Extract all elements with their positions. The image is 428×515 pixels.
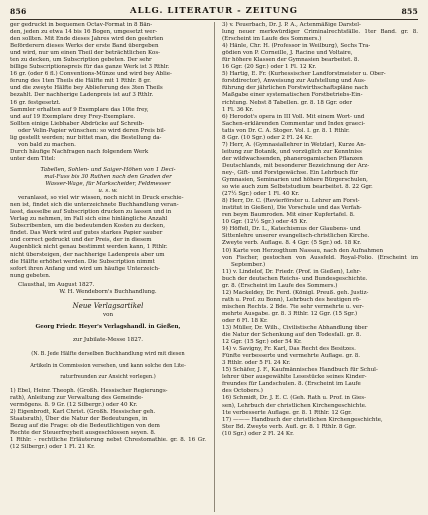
- text-line: für höhere Klassen der Gymnasien bearbeitet. 8.: [222, 57, 360, 64]
- place-date: Clausthal, im August 1827.: [18, 281, 95, 288]
- text-line: lehrer über ausgewählte Lesestücke seines Kinder-: [222, 374, 367, 381]
- text-line: sofort ihren Anfang und wird um häufige Unterzeich-: [10, 265, 160, 272]
- text-line: 10) Karte von Herzogthum Nassau, nach den Aufnahmen: [222, 247, 384, 254]
- text-line: ren beym Baumroden. Mit einer Kupfertafel. 8.: [222, 212, 355, 219]
- text-line: 14) v. Savigny, Fr. Karl, Das Recht des Besitzes.: [222, 346, 356, 353]
- text-line: institut in Gießen), Die Vorschule und das Verfah-: [222, 205, 362, 212]
- page-header: [10, 4, 418, 18]
- text-line: 10 Ggr. (12½ Sgr.) oder 45 Kr.: [222, 219, 308, 226]
- text-line: und wird, nur um einen Theil der beträchtlichen Kos-: [10, 50, 161, 57]
- list-item: 7) Herr, A. (Gymnasiallehrer in Wetzlar), Kurze An-: [222, 141, 366, 148]
- text-line: Subscribenten, um die bedeutenden Kosten zu decken,: [10, 223, 165, 230]
- text-line: ferung des 1ten Theils die Hälfte mit 1 Rthlr. 8 gr.: [10, 78, 151, 85]
- text-line: Rechte der Steuerfreyheit ausgeschlossen seyen. 8.: [10, 430, 156, 437]
- text-line: und die zweyte Hälfte bey Ablieferung des 3ten Theils: [10, 85, 163, 92]
- journal-title: ALLG. LITERATUR - ZEITUNG: [129, 6, 299, 16]
- text-line: veranlasst, so viel wir wissen, noch nicht in Druck erschie-: [18, 195, 184, 202]
- text-line: 9) Höffell, Dr. L., Katechismus der Glaubens- und: [222, 226, 361, 233]
- text-line: sen), Lehrbuch der christlichen Kirchengeschichte.: [222, 402, 367, 409]
- right-column: [222, 22, 418, 438]
- text-line: billige Subscriptionspreis für das ganze Werk ist 3 Rthlr.: [10, 64, 170, 71]
- text-line: Sachen-erklärenden Commentar und Index graeci-: [222, 120, 365, 127]
- text-line: führung der jährlichen Forstwirthschaftspläne nach: [222, 85, 369, 92]
- text-line: 3) v. Feuerbach, Dr. J. P. A., Actenmäßige Darstel-: [222, 22, 361, 28]
- text-line: 11) v. Lindelof, Dr. Friedr. (Prof. in Gießen), Lehr-: [222, 268, 362, 275]
- text-line: und auf 19 Exemplare drey Frey-Exemplare.: [10, 113, 136, 120]
- text-line: unter dem Titel:: [10, 155, 56, 162]
- book-title: u. s. w.: [98, 188, 118, 195]
- text-line: gödien von P. Corneille, J. Racine und Voltaire,: [222, 50, 353, 57]
- text-line: 1 Rthlr. - rechtliche Erläuterung nebst Chrestomathie. gr. 8. 16 Gr. (12 Silbergr.) oder 1 Fl. 21 Kr.: [10, 437, 206, 451]
- text-line: tatis von Dr. C. A. Stoger. Vol. I. gr. 8. 1 Rthlr.: [222, 127, 350, 134]
- text-line: 16 Ggr. (20 Sgr.) oder 1 Fl. 12 Kr.: [222, 64, 317, 71]
- signature: W. H. Wendeborn's Buchhandlung.: [59, 288, 157, 295]
- note-line: raturfreunden zur Ansicht vorlegen.): [60, 374, 156, 381]
- text-line: den sollten. Mit Ende dieses Jahres wird den geehrten: [10, 36, 164, 43]
- text-line: die Hälfte erhöhet werden. Die Subscription nimmt: [10, 258, 155, 265]
- text-line: Maßgabe einer systematischen Forstbetriebs-Ein-: [222, 92, 363, 99]
- note-line: Artikeln in Commission versehen, und kann solche den Lite-: [30, 362, 186, 369]
- text-line: Beförderern dieses Werks der erste Band übergeben: [10, 43, 159, 50]
- text-line: 12) Mackeldey, Dr. Ferd. (Königl. Preuß. geh. Justiz-: [222, 289, 369, 296]
- text-line: rath), Anleitung zur Verwaltung des Gemeinde-: [10, 394, 144, 401]
- header-rule: [10, 19, 418, 20]
- text-line: mehrte Ausgabe. gr. 8. 3 Rthlr. 12 Ggr. (15 Sgr.): [222, 310, 358, 317]
- list-item: 2) Eigenbrodt, Karl Christ. (Großh. Hessischer geh.: [10, 409, 156, 416]
- text-line: ney-, Gift- und Forstgewächse. Ein Lehrbuch für: [222, 169, 358, 176]
- book-title: Tabellen, Sohlen- und Saiger-Höhen von 1 Deci-: [40, 166, 176, 173]
- text-line: die Natur der Schenkung auf den Todesfall. gr. 8.: [222, 332, 362, 339]
- text-line: bezahlt. Der nachherige Ladenpreis ist auf 3 Rthlr.: [10, 92, 154, 99]
- text-line: Ster Bd. Zweyte verb. Aufl. gr. 8. 1 Rthlr. 8 Ggr.: [222, 423, 356, 430]
- text-line: ten zu decken, um Subscription gebeten. Der sehr: [10, 57, 152, 64]
- text-line: nung gebeten.: [10, 272, 51, 279]
- text-line: Gymnasien, Seminarien und höhere Bürgerschulen,: [222, 177, 368, 184]
- publisher-line: Georg Friedr. Heyer's Verlagshandl. in Gießen,: [35, 324, 181, 331]
- list-item: 6) Herodot's opera in III Voll. Mit einem Wort- und: [222, 113, 365, 120]
- text-line: oder Velin-Papier wünschen: so wird deren Preis bil-: [18, 127, 166, 134]
- text-line: Verlag zu nehmen, im Fall sich eine hinlängliche Anzahl: [10, 216, 168, 223]
- text-line: so wie auch zum Selbststudium bearbeitet. 8. 22 Ggr.: [222, 184, 373, 191]
- note-line: (N. B. Jede Hälfte derselben Buchhandlung wird mit diesen: [31, 351, 185, 358]
- text-line: nicht übersteigen, der nachherige Ladenpreis aber um: [10, 251, 165, 258]
- column-divider: [214, 22, 215, 512]
- list-item: 4) Hänle, Chr. H. (Professor in Weilburg), Sechs Tra-: [222, 43, 371, 50]
- section-rule: [83, 299, 133, 300]
- text-line: und correct gedruckt und der Preis, der in diesem: [10, 237, 152, 244]
- text-line: nen ist, findet sich die unterzeichnete Buchhandlung veran-: [10, 202, 179, 209]
- list-item: 16) Schmidt, Dr. J. E. C. (Geh. Rath u. Prof. in Gies-: [222, 395, 366, 402]
- text-line: findet. Das Werk wird auf gutes starkes Papier sauber: [10, 230, 163, 237]
- text-line: mischen Rechts. 2 Bde. 7te sehr vermehrte u. ver-: [222, 303, 364, 310]
- list-item: 13) Müller, Dr. Wilh., Civilistische Abhandlung über: [222, 325, 368, 332]
- list-item: 17) ——— Handbuch der christlichen Kirchengeschichte,: [222, 416, 383, 423]
- list-item: 8) Herr, Dr. C. (Revierförster u. Lehrer am Forst-: [222, 198, 360, 205]
- text-line: Augenblick nicht genau bestimmt werden kann, 1 Rthlr.: [10, 244, 168, 251]
- text-line: forstdirector), Anweisung zur Aufstellung und Aus-: [222, 78, 366, 85]
- text-line: 1te verbesserte Auflage. gr. 8. 1 Rthlr. 12 Ggr.: [222, 409, 352, 416]
- text-line: Zweyte verb. Auflage. 8. 4 Ggr. (5 Sgr.) od. 18 Kr.: [222, 240, 362, 247]
- list-item: freundes für Landschulen. 8. (Erscheint im Laufe: [222, 381, 361, 388]
- text-line: 1 Fl. 36 Kr.: [222, 106, 254, 113]
- text-line: 8 Ggr. (10 Sgr.) oder 2 Fl. 24 Kr.: [222, 134, 313, 141]
- list-item: von Fischer, gestochen von Aussfeld. Royal-Folio. (Erscheint im September.): [222, 254, 418, 268]
- list-item: 1) Ebel, Heinr. Theoph. (Großh. Hessischer Regierungs-: [10, 387, 168, 394]
- page-number-left: 856: [10, 6, 27, 16]
- text-line: oder 6 Fl. 18 Kr.: [222, 317, 268, 324]
- text-line: (27½ Sgr.) oder 1 Fl. 40 Kr.: [222, 191, 300, 198]
- text-line: 16 gr. (oder 6 fl.) Conventions-Münze und wird bey Ablie-: [10, 71, 172, 78]
- text-line: von bald zu machen.: [18, 141, 76, 148]
- text-line: der wildwachsenden, phanerogamischen Pflanzen: [222, 155, 363, 162]
- text-line: leitung zur Botanik, und vorzüglich zur Kenntniss: [222, 148, 362, 155]
- text-line: richtung. Nebst 8 Tabellen. gr. 8. 18 Ggr. oder: [222, 99, 353, 106]
- page-number-right: 855: [401, 6, 418, 16]
- text-line: ger gedruckt in bequemen Octav-Format in 8 Bän-: [10, 22, 153, 28]
- text-line: den, jeden zu etwa 14 bis 16 Bogen, umgesetzt wer-: [10, 29, 158, 36]
- text-line: Bezug auf die Frage: ob die Bedeutlichtigen von dem: [10, 423, 160, 430]
- text-line: des Octobers.): [222, 388, 263, 395]
- text-line: rath u. Prof. zu Bonn), Lehrbuch des heutigen rö-: [222, 296, 361, 303]
- text-line: lig gestellt werden; nur bittet man, die Bestellung da-: [10, 134, 162, 141]
- text-line: zur Jubilate-Messe 1827.: [72, 337, 144, 344]
- book-title: mal-Fuss bis 30 Ruthen nach den Graden der: [44, 173, 172, 180]
- book-title: Wasser-Wage, für Markscheider, Feldmesser: [45, 181, 171, 188]
- text-line: 3 Rthlr. oder 5 Fl. 24 Kr.: [222, 360, 291, 367]
- left-column: [10, 22, 206, 451]
- text-line: Deutschlands, mit besonderer Bezeichnung der Arz-: [222, 162, 370, 169]
- text-line: Staatsrath), Über die Natur der Bedeutungen, in: [10, 416, 148, 423]
- text-line: Sollten einige Liebhaber Abdrücke auf Schreib-: [10, 120, 145, 127]
- text-line: Durch häufige Nachfragen nach folgendem Werk: [10, 148, 149, 155]
- text-line: Fünfte verbesserte und vermehrte Auflage. gr. 8.: [222, 353, 361, 360]
- text-line: Sittenlehre unserer evangelisch-christlichen Kirche.: [222, 233, 370, 240]
- text-line: 16 gr. festgesetzt.: [10, 99, 61, 106]
- text-line: lung neuer merkwürdiger Criminalrechtsfälle. 1ter Band. gr. 8. (Erscheint im Laufe des Sommers.): [222, 29, 418, 43]
- text-line: vermögens. 8. 9 Gr. (12 Silbergr.) oder 40 Kr.: [10, 402, 138, 409]
- text-line: buch der deutschen Reichs- und Bundesgeschichte.: [222, 275, 368, 282]
- list-item: 15) Schäfer, J. F., Kaufmännisches Handbuch für Schul-: [222, 367, 378, 374]
- text-line: gr. 8. (Erscheint im Laufe des Sommers.): [222, 282, 338, 289]
- list-item: 5) Hartig, E. Fr. (Kurhessischer Landforstmeister u. Ober-: [222, 71, 386, 78]
- text-line: 12 Ggr. (15 Sgr.) oder 54 Kr.: [222, 339, 302, 346]
- section-heading: Neue Verlagsartikel: [72, 301, 144, 310]
- text-line: lasst, dasselbe auf Subscription drucken zu lassen und in: [10, 209, 172, 216]
- text-line: von: [102, 311, 114, 318]
- text-line: Sammler erhalten auf 9 Exemplare das 10te frey,: [10, 106, 149, 113]
- text-line: (10 Sgr.) oder 2 Fl. 24 Kr.: [222, 430, 294, 437]
